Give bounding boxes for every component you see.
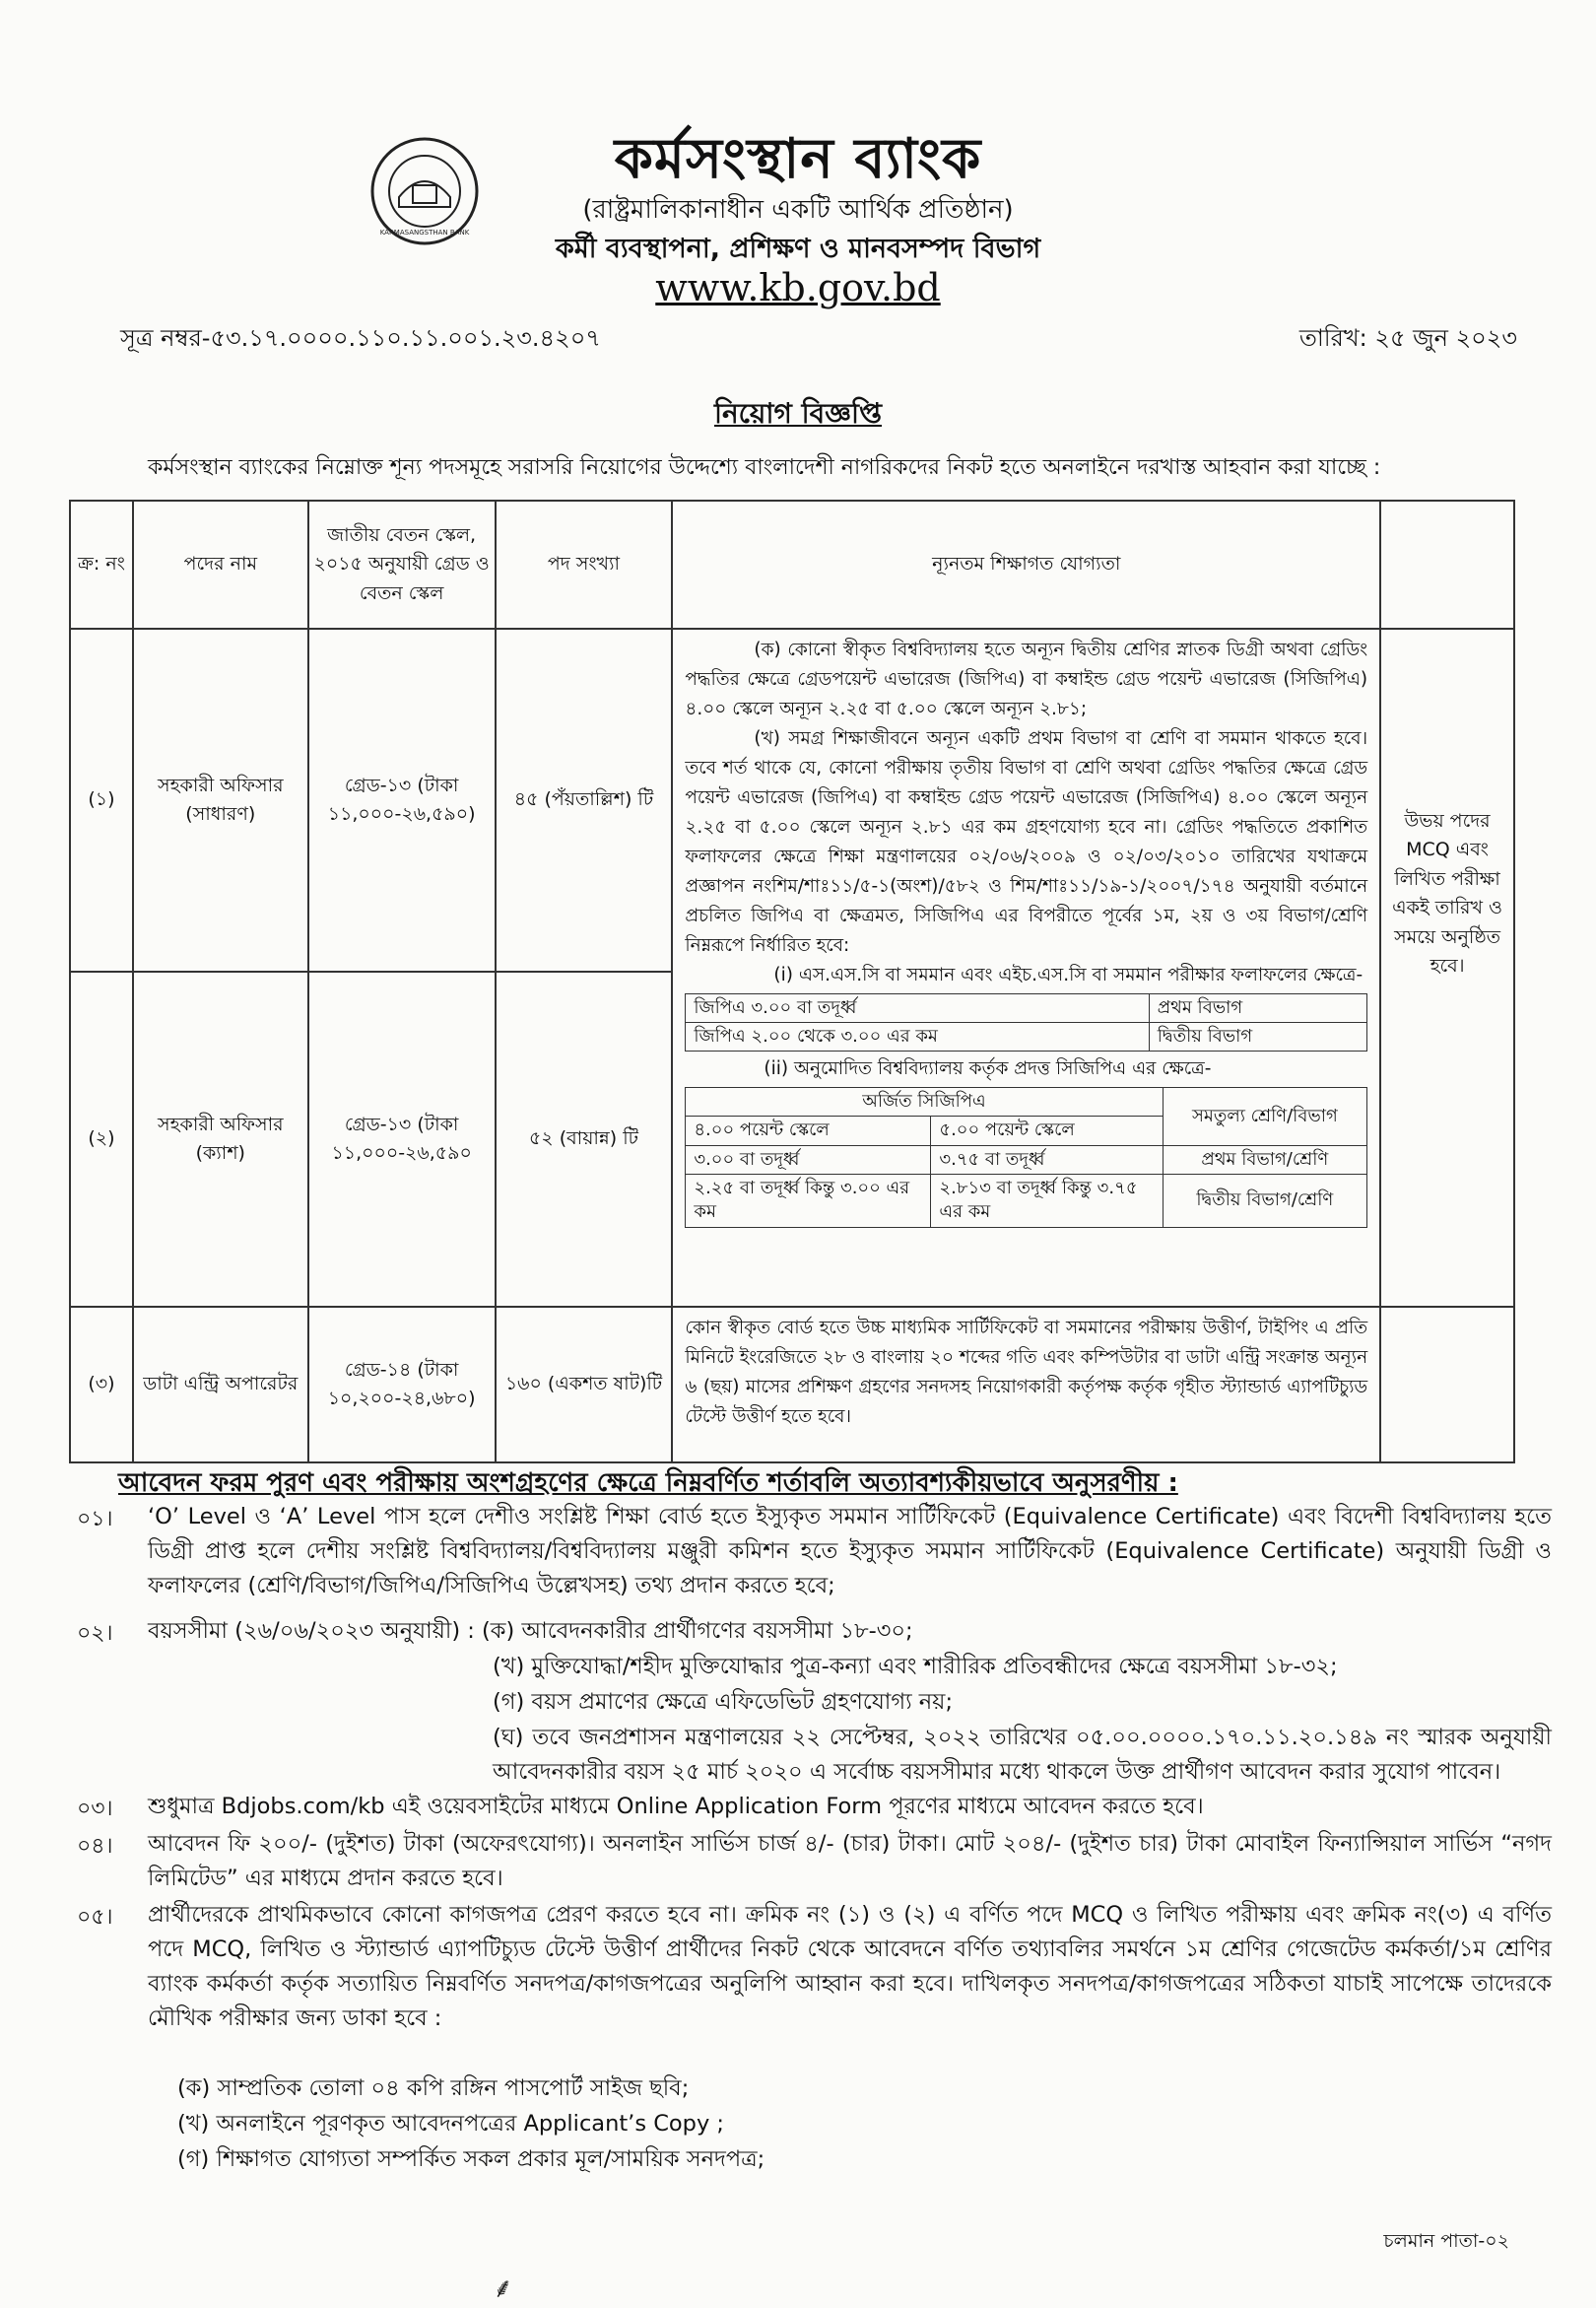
condition-number: ০৩। <box>77 1797 113 1821</box>
bank-name-title: কর্মসংস্থান ব্যাংক <box>614 127 982 191</box>
intro-text: কর্মসংস্থান ব্যাংকের নিম্নোক্ত শূন্য পদসমূহে সরাসরি নিয়োগের উদ্দেশ্যে বাংলাদেশী নাগরিকদের নিকট হতে অনলাইনে দরখাস্ত আহবান করা যাচ্ছে : <box>148 455 1381 480</box>
condition-5-sub-kha: (খ) অনলাইনে পূরণকৃত আবেদনপত্রের Applicant’s Copy ; <box>177 2111 725 2137</box>
condition-5-sub-ga: (গ) শিক্ষাগত যোগ্যতা সম্পর্কিত সকল প্রকার মূল/সাময়িক সনদপত্র; <box>177 2146 765 2172</box>
qualification-cell-data-entry: কোন স্বীকৃত বোর্ড হতে উচ্চ মাধ্যমিক সার্টিফিকেট বা সমমানের পরীক্ষায় উত্তীর্ণ, টাইপিং এ প্রতি মিনিটে ইংরেজিতে ২৮ ও বাংলায় ২০ শব্দের গতি এবং কম্পিউটার বা ডাটা এন্ট্রি সংক্রান্ত অন্যূন ৬ (ছয়) মাসের প্রশিক্ষণ গ্রহণের সনদসহ নিয়োগকারী কর্তৃপক্ষ কর্তৃক গৃহীত স্ট্যান্ডার্ড এ্যাপটিচ্যুড টেস্টে উত্তীর্ণ হতে হবে। <box>672 1307 1380 1462</box>
cgpa-equiv-header: সমতুল্য শ্রেণি/বিভাগ <box>1163 1088 1367 1146</box>
cgpa-scale5: ২.৮১৩ বা তদূর্ধ্ব কিন্তু ৩.৭৫ এর কম <box>931 1175 1163 1228</box>
gpa-value: জিপিএ ৩.০০ বা তদূর্ধ্ব <box>686 993 1149 1022</box>
row-grade: গ্রেড-১৪ (টাকা ১০,২০০-২৪,৬৮০) <box>308 1307 496 1462</box>
gpa-value: জিপিএ ২.০০ থেকে ৩.০০ এর কম <box>686 1022 1149 1051</box>
cgpa-scale5-header: ৫.০০ পয়েন্ট স্কেলে <box>931 1117 1163 1145</box>
cgpa-header: অর্জিত সিজিপিএ <box>686 1088 1163 1117</box>
row-count: ৫২ (বায়ান্ন) টি <box>496 972 673 1307</box>
row-grade: গ্রেড-১৩ (টাকা ১১,০০০-২৬,৫৯০ <box>308 972 496 1307</box>
table-row <box>686 1145 1367 1174</box>
header-serial: ক্র: নং <box>70 501 133 629</box>
bank-subtitle: (রাষ্ট্রমালিকানাধীন একটি আর্থিক প্রতিষ্ঠান) <box>582 195 1014 225</box>
row-serial: (১) <box>70 629 133 972</box>
condition-2-sub-kha: (খ) মুক্তিযোদ্ধা/শহীদ মুক্তিযোদ্ধার পুত্র-কন্যা এবং শারীরিক প্রতিবন্ধীদের ক্ষেত্রে বয়সসীমা ১৮-৩২; <box>493 1654 1338 1679</box>
table-row <box>686 993 1367 1022</box>
cgpa-scale4: ৩.০০ বা তদূর্ধ্ব <box>686 1145 931 1174</box>
remarks-empty <box>1380 1307 1514 1462</box>
qualification-i: (i) এস.এস.সি বা সমমান এবং এইচ.এস.সি বা সমমান পরীক্ষার ফলাফলের ক্ষেত্রে- <box>773 964 1363 985</box>
cgpa-table <box>685 1087 1367 1227</box>
condition-number: ০২। <box>77 1621 113 1646</box>
condition-1: ‘O’ Level ও ‘A’ Level পাস হলে দেশীও সংশ্লিষ্ট শিক্ষা বোর্ড হতে ইস্যুকৃত সমমান সার্টিফিকেট (Equivalence Certificate) এবং বিদেশী বিশ্ববিদ্যালয় হতে ডিগ্রী প্রাপ্ত হলে দেশীয় সংশ্লিষ্ট বিশ্ববিদ্যালয়/বিশ্ববিদ্যালয় মঞ্জুরী কমিশন হতে ইস্যুকৃত সমমান সার্টিফিকেট (Equivalence Certificate) অনুযায়ী ডিগ্রী ও ফলাফলের (শ্রেণি/বিভাগ/জিপিএ/সিজিপিএ উল্লেখসহ) তথ্য প্রদান করতে হবে; <box>148 1504 1552 1598</box>
vacancy-table <box>69 500 1515 1463</box>
header-grade: জাতীয় বেতন স্কেল, ২০১৫ অনুযায়ী গ্রেড ও বেতন স্কেল <box>308 501 496 629</box>
cgpa-equiv: প্রথম বিভাগ/শ্রেণি <box>1163 1145 1367 1174</box>
website-link[interactable]: www.kb.gov.bd <box>655 266 941 309</box>
header-qualification: ন্যূনতম শিক্ষাগত যোগ্যতা <box>672 501 1380 629</box>
condition-2-sub-ga: (গ) বয়স প্রমাণের ক্ষেত্রে এফিডেভিট গ্রহণযোগ্য নয়; <box>493 1689 954 1715</box>
remarks-cell: উভয় পদের MCQ এবং লিখিত পরীক্ষা একই তারিখ ও সময়ে অনুষ্ঠিত হবে। <box>1380 629 1514 1307</box>
qualification-ii: (ii) অনুমোদিত বিশ্ববিদ্যালয় কর্তৃক প্রদত্ত সিজিপিএ এর ক্ষেত্রে- <box>764 1058 1212 1080</box>
department-name: কর্মী ব্যবস্থাপনা, প্রশিক্ষণ ও মানবসম্পদ বিভাগ <box>555 234 1041 264</box>
row-serial: (২) <box>70 972 133 1307</box>
qualification-a: (ক) কোনো স্বীকৃত বিশ্ববিদ্যালয় হতে অন্যূন দ্বিতীয় শ্রেণির স্নাতক ডিগ্রী অথবা গ্রেডিং পদ্ধতির ক্ষেত্রে গ্রেডপয়েন্ট এভারেজ (জিপিএ) বা কম্বাইন্ড গ্রেড পয়েন্ট এভারেজ (সিজিপিএ) ৪.০০ স্কেলে অন্যূন ২.২৫ বা ৫.০০ স্কেলে অন্যূন ২.৮১; <box>685 640 1368 719</box>
condition-number: ০৪। <box>77 1834 113 1859</box>
gpa-division: প্রথম বিভাগ <box>1149 993 1366 1022</box>
row-grade: গ্রেড-১৩ (টাকা ১১,০০০-২৬,৫৯০) <box>308 629 496 972</box>
notice-date: তারিখ: ২৫ জুন ২০২৩ <box>1298 324 1517 352</box>
condition-5: প্রার্থীদেরকে প্রাথমিকভাবে কোনো কাগজপত্র প্রেরণ করতে হবে না। ক্রমিক নং (১) ও (২) এ বর্ণিত পদে MCQ ও লিখিত পরীক্ষায় এবং ক্রমিক নং(৩) এ বর্ণিত পদে MCQ, লিখিত ও স্ট্যান্ডার্ড এ্যাপটিচ্যুড টেস্টে উত্তীর্ণ প্রার্থীদের নিকট থেকে আবেদনে বর্ণিত তথ্যাবলির সমর্থনে ১ম শ্রেণির গেজেটেড কর্মকর্তা/১ম শ্রেণির ব্যাংক কর্মকর্তা কর্তৃক সত্যায়িত নিম্নবর্ণিত সনদপত্র/কাগজপত্রের অনুলিপি আহ্বান করা হবে। দাখিলকৃত সনদপত্র/কাগজপত্রের সঠিকতা যাচাই সাপেক্ষে তাদেরকে মৌখিক পরীক্ষার জন্য ডাকা হবে : <box>148 1902 1552 2031</box>
table-row <box>686 1022 1367 1051</box>
svg-text:KARMASANGSTHAN BANK: KARMASANGSTHAN BANK <box>379 229 470 237</box>
table-row <box>70 1307 1514 1462</box>
row-post: সহকারী অফিসার (ক্যাশ) <box>133 972 308 1307</box>
condition-2-sub-gha: (ঘ) তবে জনপ্রশাসন মন্ত্রণালয়ের ২২ সেপ্টেম্বর, ২০২২ তারিখের ০৫.০০.০০০০.১৭০.১১.২০.১৪৯ নং স্মারক অনুযায়ী আবেদনকারীর বয়স ২৫ মার্চ ২০২০ এ সর্বোচ্চ বয়সসীমার মধ্যে থাকলে উক্ত প্রার্থীগণ আবেদন করার সুযোগ পাবেন। <box>493 1725 1552 1785</box>
table-row <box>70 629 1514 972</box>
condition-4: আবেদন ফি ২০০/- (দুইশত) টাকা (অফেরৎযোগ্য)। অনলাইন সার্ভিস চার্জ ৪/- (চার) টাকা। মোট ২০৪/- (দুইশত চার) টাকা মোবাইল ফিন্যান্সিয়াল সার্ভিস “নগদ লিমিটেড” এর মাধ্যমে প্রদান করতে হবে। <box>148 1831 1552 1891</box>
qualification-cell-general <box>672 629 1380 1307</box>
row-post: সহকারী অফিসার (সাধারণ) <box>133 629 308 972</box>
gpa-table <box>685 993 1367 1052</box>
signature-mark: ⸙ <box>493 2272 514 2304</box>
cgpa-equiv: দ্বিতীয় বিভাগ/শ্রেণি <box>1163 1175 1367 1228</box>
row-count: ৪৫ (পঁয়তাল্লিশ) টি <box>496 629 673 972</box>
gpa-division: দ্বিতীয় বিভাগ <box>1149 1022 1366 1051</box>
table-row <box>686 1175 1367 1228</box>
cgpa-scale5: ৩.৭৫ বা তদূর্ধ্ব <box>931 1145 1163 1174</box>
condition-number: ০৫। <box>77 1905 113 1930</box>
header-remarks <box>1380 501 1514 629</box>
cgpa-scale4-header: ৪.০০ পয়েন্ট স্কেলে <box>686 1117 931 1145</box>
page-continue-label: চলমান পাতা-০২ <box>1383 2230 1509 2252</box>
cgpa-scale4: ২.২৫ বা তদূর্ধ্ব কিন্তু ৩.০০ এর কম <box>686 1175 931 1228</box>
qualification-b: (খ) সমগ্র শিক্ষাজীবনে অন্যূন একটি প্রথম বিভাগ বা শ্রেণি বা সমমান থাকতে হবে। তবে শর্ত থাকে যে, কোনো পরীক্ষায় তৃতীয় বিভাগ বা শ্রেণি অথবা গ্রেডিং পদ্ধতির ক্ষেত্রে গ্রেড পয়েন্ট এভারেজ (জিপিএ) বা কম্বাইন্ড গ্রেড পয়েন্ট এভারেজ (সিজিপিএ) ৪.০০ স্কেলে অন্যূন ২.২৫ বা ৫.০০ স্কেলে অন্যূন ২.৮১ এর কম গ্রহণযোগ্য হবে না। গ্রেডিং পদ্ধতিতে প্রকাশিত ফলাফলের ক্ষেত্রে শিক্ষা মন্ত্রণালয়ের ০২/০৬/২০০৯ ও ০২/০৩/২০১০ তারিখের যথাক্রমে প্রজ্ঞাপন নংশিম/শাঃ১১/৫-১(অংশ)/৫৮২ ও শিম/শাঃ১১/১৯-১/২০০৭/১৭৪ অনুযায়ী বর্তমানে প্রচলিত জিপিএ বা ক্ষেত্রমত, সিজিপিএ এর বিপরীতে পূর্বের ১ম, ২য় ও ৩য় বিভাগ/শ্রেণি নিম্নরূপে নির্ধারিত হবে: <box>685 727 1368 956</box>
row-post: ডাটা এন্ট্রি অপারেটর <box>133 1307 308 1462</box>
row-count: ১৬০ (একশত ষাট)টি <box>496 1307 673 1462</box>
conditions-title: আবেদন ফরম পুরণ এবং পরীক্ষায় অংশগ্রহণের ক্ষেত্রে নিম্নবর্ণিত শর্তাবলি অত্যাবশ্যকীয়ভাবে অনুসরণীয় : <box>118 1468 1178 1498</box>
condition-5-sub-ka: (ক) সাম্প্রতিক তোলা ০৪ কপি রঙ্গিন পাসপোর্ট সাইজ ছবি; <box>177 2075 690 2101</box>
reference-number: সূত্র নম্বর-৫৩.১৭.০০০০.১১০.১১.০০১.২৩.৪২০৭ <box>120 324 601 352</box>
condition-2: বয়সসীমা (২৬/০৬/২০২৩ অনুযায়ী) : (ক) আবেদনকারীর প্রার্থীগণের বয়সসীমা ১৮-৩০; <box>148 1618 913 1644</box>
header-count: পদ সংখ্যা <box>496 501 673 629</box>
row-serial: (৩) <box>70 1307 133 1462</box>
header-post: পদের নাম <box>133 501 308 629</box>
table-row <box>686 1088 1367 1117</box>
table-header-row <box>70 501 1514 629</box>
notice-title: নিয়োগ বিজ্ঞপ্তি <box>713 397 883 430</box>
condition-number: ০১। <box>77 1507 113 1531</box>
condition-3: শুধুমাত্র Bdjobs.com/kb এই ওয়েবসাইটের মাধ্যমে Online Application Form পূরণের মাধ্যমে আবেদন করতে হবে। <box>148 1794 1204 1819</box>
